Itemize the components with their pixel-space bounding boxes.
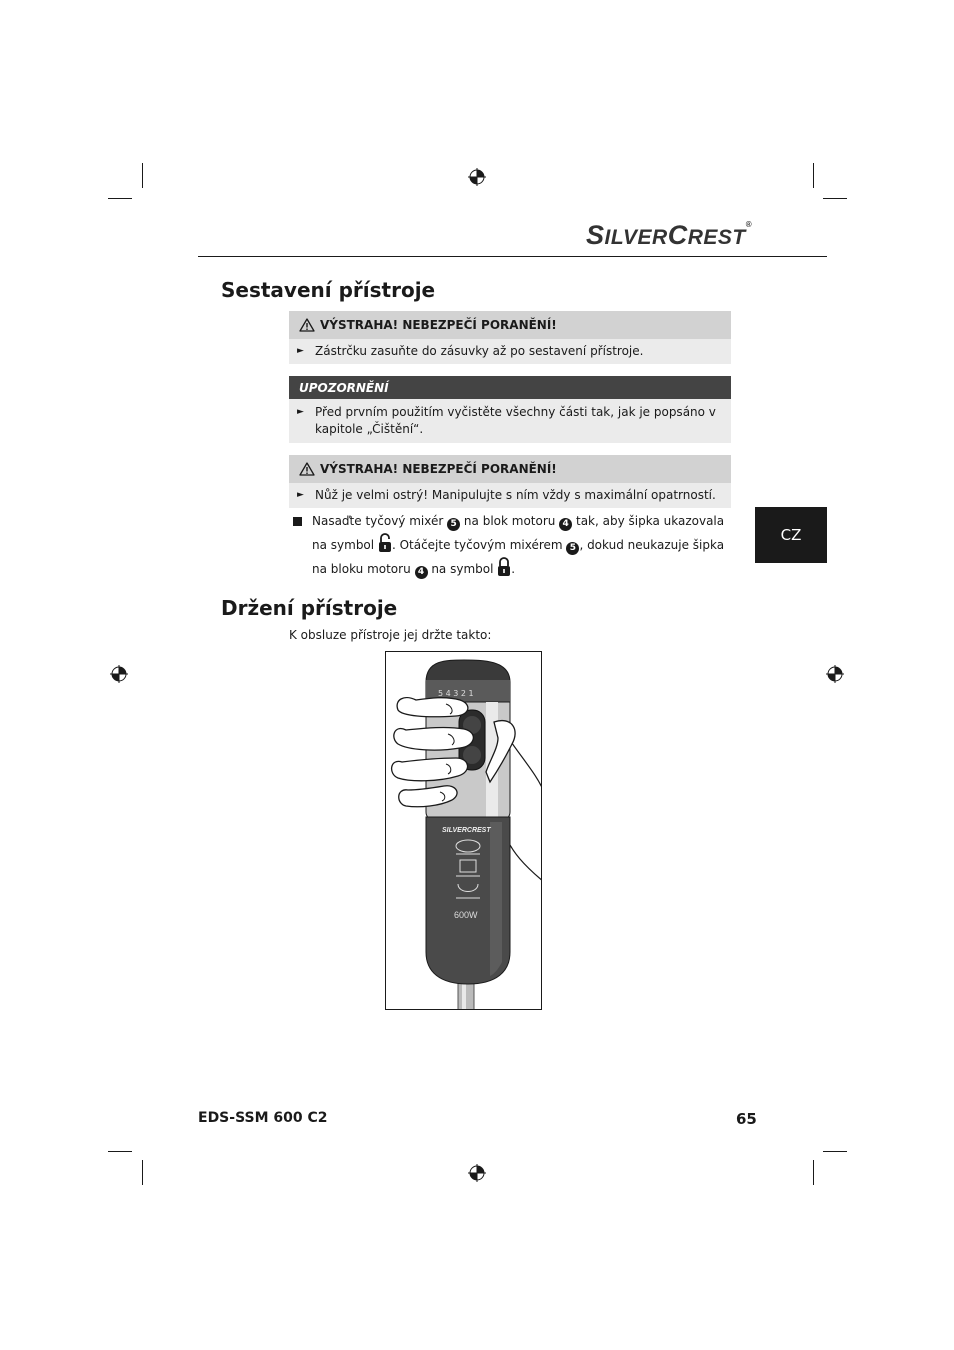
registration-mark-icon	[826, 665, 844, 683]
lock-icon	[497, 557, 511, 577]
instruction-step	[293, 510, 733, 581]
header-rule	[198, 256, 827, 257]
section-title: Držení přístroje	[221, 596, 398, 620]
warning-box	[289, 311, 731, 364]
registration-mark-icon	[468, 1164, 486, 1182]
step-text-part: . Otáčejte tyčovým mixérem	[391, 538, 567, 552]
step-text-part: na blok motoru	[460, 514, 560, 528]
warning-box	[289, 455, 731, 508]
crop-mark	[142, 163, 143, 188]
step-text-part: .	[511, 562, 516, 576]
warning-heading: VÝSTRAHA! NEBEZPEČÍ PORANĚNÍ!	[320, 318, 557, 332]
section-title: Sestavení přístroje	[221, 278, 436, 302]
crop-mark	[108, 198, 132, 199]
part-number-4: 4	[559, 518, 572, 531]
hand-blender-drawing	[386, 652, 541, 1009]
warning-header	[289, 455, 731, 483]
brand-logo: SILVERCREST®	[586, 220, 753, 250]
step-text-part: na symbol	[427, 562, 498, 576]
speed-marks: 5 4 3 2 1	[438, 689, 474, 698]
notice-header	[289, 376, 731, 399]
warning-header	[289, 311, 731, 339]
arrow-bullet-icon: ►	[297, 490, 304, 500]
step-text-part: , dokud neukazuje šipka na bloku motoru	[312, 538, 725, 576]
hint-text: K obsluze přístroje jej držte takto:	[289, 628, 492, 642]
language-tab	[755, 507, 827, 563]
unlock-icon	[378, 533, 392, 553]
language-tab-label: CZ	[780, 526, 802, 544]
part-number-5: 5	[566, 542, 579, 555]
warning-text: Nůž je velmi ostrý! Manipulujte s ním vždy s maximální opatrností.	[315, 488, 716, 502]
warning-body	[289, 483, 731, 508]
notice-heading: UPOZORNĚNÍ	[299, 380, 389, 395]
step-text-part: tak, aby šipka ukazovala na symbol	[312, 514, 725, 552]
part-number-5: 5	[447, 518, 460, 531]
notice-body	[289, 399, 731, 443]
step-text-part: Nasaďte tyčový mixér	[312, 514, 448, 528]
step-text	[312, 510, 733, 581]
warning-triangle-icon	[299, 318, 315, 332]
part-number-4: 4	[415, 566, 428, 579]
registration-mark-icon	[468, 168, 486, 186]
notice-box	[289, 376, 731, 443]
arrow-bullet-icon: ►	[297, 346, 304, 356]
figure-power-label: 600W	[454, 910, 478, 920]
crop-mark	[823, 1151, 847, 1152]
warning-heading: VÝSTRAHA! NEBEZPEČÍ PORANĚNÍ!	[320, 462, 557, 476]
warning-text: Zástrčku zasuňte do zásuvky až po sestavení přístroje.	[315, 344, 644, 358]
crop-mark	[813, 1160, 814, 1185]
crop-mark	[813, 163, 814, 188]
crop-mark	[108, 1151, 132, 1152]
arrow-bullet-icon: ►	[297, 407, 304, 417]
square-bullet-icon	[293, 517, 302, 526]
crop-mark	[823, 198, 847, 199]
warning-body	[289, 339, 731, 364]
model-number: EDS-SSM 600 C2	[198, 1110, 328, 1126]
registration-mark-icon	[110, 665, 128, 683]
warning-triangle-icon	[299, 462, 315, 476]
figure-logo: SILVERCREST	[442, 827, 491, 834]
crop-mark	[142, 1160, 143, 1185]
hand-blender-illustration	[385, 651, 542, 1010]
page-number: 65	[736, 1110, 757, 1128]
notice-text: Před prvním použitím vyčistěte všechny části tak, jak je popsáno v kapitole „Čištění“.	[315, 405, 716, 436]
